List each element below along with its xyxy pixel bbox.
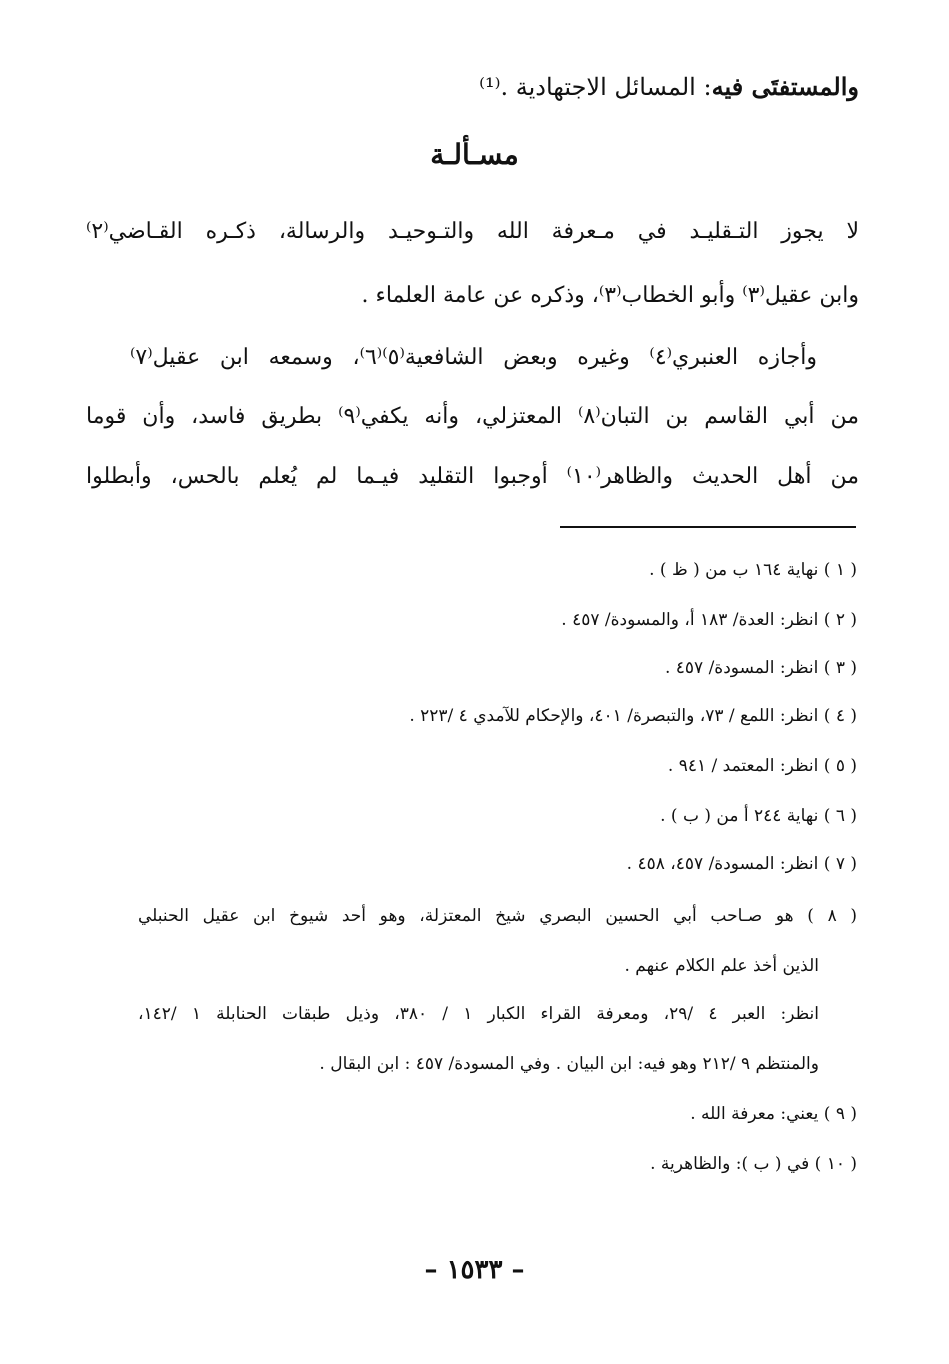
paragraph1-line2: وابن عقيل⁽٣⁾ وأبو الخطاب⁽٣⁾، وذكره عن عامة العلماء . [361, 283, 859, 308]
footnote-3: ( ٣ ) انظر: المسودة/ ٤٥٧ . [664, 658, 857, 678]
paragraph2-line3: من أهل الحديث والظاهر⁽١٠⁾ أوجبوا التقليد فيـما لم يُعلم بالحس، وأبطلوا [86, 464, 860, 489]
footnote-1: ( ١ ) نهاية ١٦٤ ب من ( ظ ) . [649, 560, 857, 580]
intro-line [479, 72, 859, 101]
page-number: – ١٥٣٣ – [424, 1255, 525, 1285]
footnote-4: ( ٤ ) انظر: اللمع / ٧٣، والتبصرة/ ٤٠١، والإحكام للآمدي ٤ /٢٢٣ . [409, 706, 857, 726]
footnote-8-line4: والمنتظم ٩ /٢١٢ وهو فيه: ابن البيان . وفي المسودة/ ٤٥٧ : ابن البقال . [319, 1054, 819, 1074]
footnote-2: ( ٢ ) انظر: العدة/ ١٨٣ أ، والمسودة/ ٤٥٧ . [561, 610, 857, 630]
paragraph2-line2: من أبي القاسم بن التبان⁽٨⁾ المعتزلي، وأنه يكفي⁽٩⁾ بطريق فاسد، وأن قوما [86, 404, 860, 429]
footnote-separator [560, 526, 856, 528]
paragraph2-line1: وأجازه العنبري⁽٤⁾ وغيره وبعض الشافعية⁽٥⁾⁽٦⁾، وسمعه ابن عقيل⁽٧⁾ [130, 345, 817, 370]
paragraph1-line1: لا يجوز التـقليـد في مـعرفة الله والتـوحيـد والرسالة، ذكـره القـاضي⁽٢⁾ [86, 219, 859, 244]
section-heading: مسـألـة [430, 138, 519, 171]
footnote-8-line2: الذين أخذ علم الكلام عنهم . [624, 956, 819, 976]
footnote-9: ( ٩ ) يعني: معرفة الله . [690, 1104, 857, 1124]
footnote-8-line3: انظر: العبر ٤ /٢٩، ومعرفة القراء الكبار ١ / ٣٨٠، وذيل طبقات الحنابلة ١ /١٤٢، [138, 1004, 819, 1024]
footnote-7: ( ٧ ) انظر: المسودة/ ٤٥٧، ٤٥٨ . [626, 854, 857, 874]
intro-term: والمستفتَى فيه [711, 72, 859, 101]
footnote-10: ( ١٠ ) في ( ب ): والظاهرية . [650, 1154, 857, 1174]
footnote-5: ( ٥ ) انظر: المعتمد / ٩٤١ . [667, 756, 857, 776]
footnote-8-line1: ( ٨ ) هو صـاحب أبي الحسين البصري شيخ المعتزلة، وهو أحد شيوخ ابن عقيل الحنبلي [138, 906, 857, 926]
footnote-6: ( ٦ ) نهاية ٢٤٤ أ من ( ب ) . [660, 806, 857, 826]
intro-text: : المسائل الاجتهادية .⁽¹⁾ [479, 73, 712, 101]
